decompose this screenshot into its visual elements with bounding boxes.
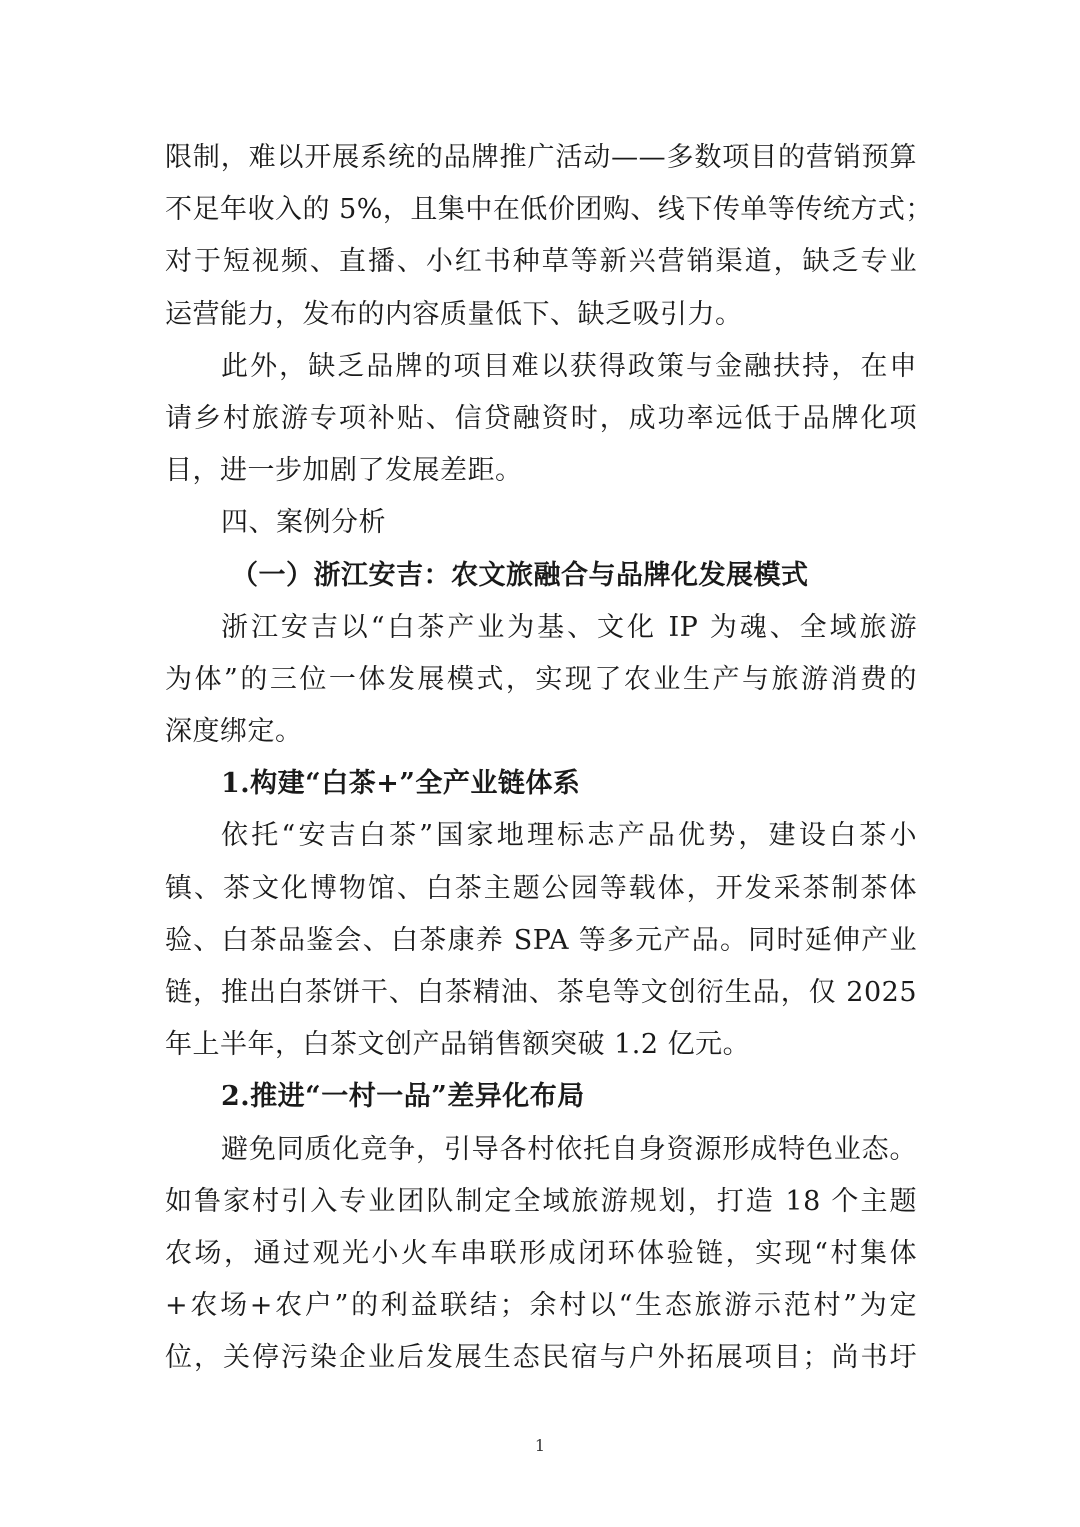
numbered-heading: 1.构建“白茶+”全产业链体系 (221, 768, 581, 800)
paragraph-line: 此外，缺乏品牌的项目难以获得政策与金融扶持，在申 (221, 350, 917, 382)
paragraph-line: 如鲁家村引入专业团队制定全域旅游规划，打造 18 个主题 (165, 1185, 917, 1217)
paragraph-line: 农场，通过观光小火车串联形成闭环体验链，实现“村集体 (165, 1237, 917, 1269)
paragraph-line: 位，关停污染企业后发展生态民宿与户外拓展项目；尚书圩 (165, 1342, 917, 1374)
paragraph-line: 深度绑定。 (165, 716, 303, 748)
paragraph-line: 链，推出白茶饼干、白茶精油、茶皂等文创衍生品，仅 2025 (165, 977, 917, 1008)
page-number: 1 (534, 1436, 546, 1455)
paragraph-line: 依托“安吉白茶”国家地理标志产品优势，建设白茶小 (221, 820, 917, 852)
section-heading: 四、案例分析 (221, 507, 386, 539)
paragraph-line: 不足年收入的 5%，且集中在低价团购、线下传单等传统方式； (165, 194, 933, 226)
paragraph-line: 目，进一步加剧了发展差距。 (165, 455, 523, 487)
paragraph-line: 为体”的三位一体发展模式，实现了农业生产与旅游消费的 (165, 663, 917, 695)
paragraph-line: 请乡村旅游专项补贴、信贷融资时，成功率远低于品牌化项 (165, 402, 917, 434)
paragraph-line: 镇、茶文化博物馆、白茶主题公园等载体，开发采茶制茶体 (165, 872, 917, 904)
paragraph-line: 运营能力，发布的内容质量低下、缺乏吸引力。 (165, 298, 743, 330)
paragraph-line: 验、白茶品鉴会、白茶康养 SPA 等多元产品。同时延伸产业 (165, 924, 917, 956)
numbered-heading: 2.推进“一村一品”差异化布局 (221, 1081, 585, 1113)
paragraph-line: 对于短视频、直播、小红书种草等新兴营销渠道，缺乏专业 (165, 246, 917, 278)
paragraph-line: 避免同质化竞争，引导各村依托自身资源形成特色业态。 (221, 1133, 917, 1165)
paragraph-line: 浙江安吉以“白茶产业为基、文化 IP 为魂、全域旅游 (221, 611, 917, 643)
subsection-heading: （一）浙江安吉：农文旅融合与品牌化发展模式 (231, 559, 809, 591)
paragraph-line: 年上半年，白茶文创产品销售额突破 1.2 亿元。 (165, 1029, 751, 1061)
paragraph-line: 限制，难以开展系统的品牌推广活动——多数项目的营销预算 (165, 142, 917, 173)
document-body (165, 132, 933, 1385)
paragraph-line: +农场+农户”的利益联结；余村以“生态旅游示范村”为定 (165, 1290, 917, 1322)
